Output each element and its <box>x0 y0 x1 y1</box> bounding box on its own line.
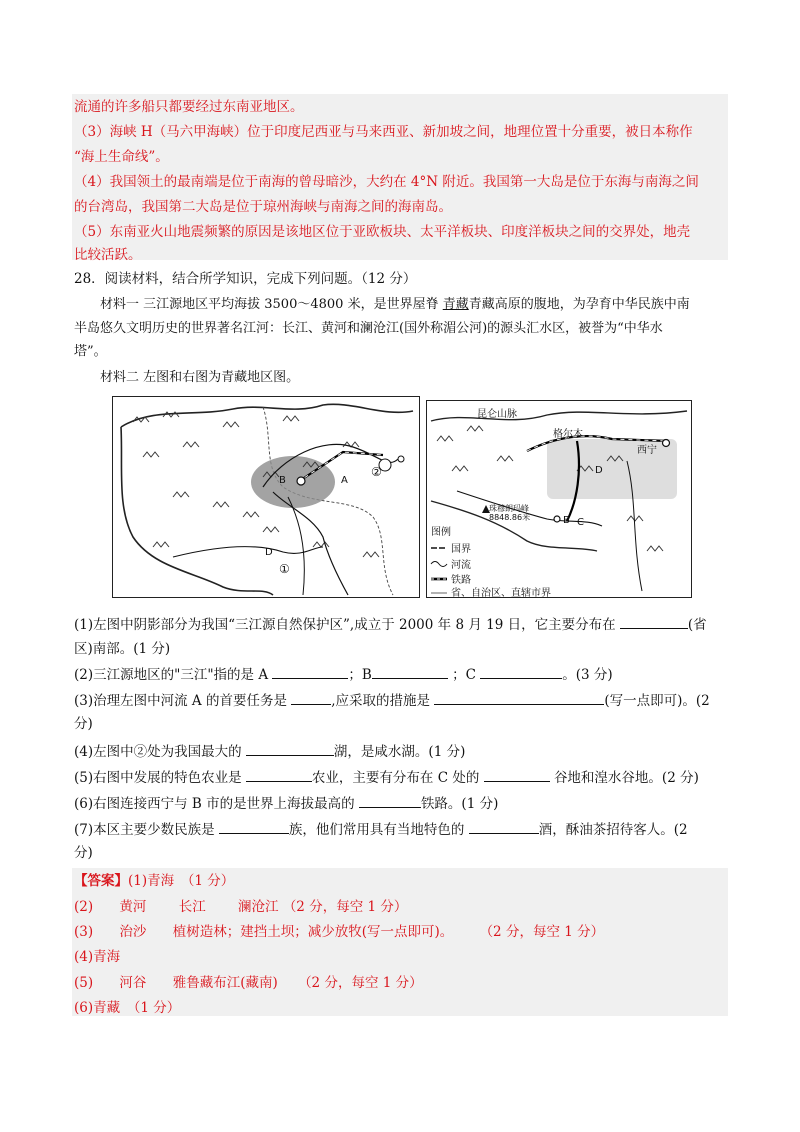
q2-text-c: ；C <box>452 667 476 683</box>
river-d <box>173 547 323 557</box>
q1-blank[interactable] <box>620 614 688 629</box>
label-peak-height: 8848.86米 <box>489 513 531 522</box>
q1-text-end: (省 <box>687 617 707 633</box>
q6-text-a: (6)右图连接西宁与 B 市的是世界上海拔最高的 <box>74 796 355 812</box>
label-d: D <box>265 547 273 558</box>
answer-label: 【答案】 <box>74 873 128 889</box>
sub-question-5 <box>74 767 699 787</box>
label-circle-1: ① <box>279 562 290 576</box>
q6-blank[interactable] <box>359 793 421 808</box>
q3-blank-a[interactable] <box>291 690 331 705</box>
q7-text-a: (7)本区主要少数民族是 <box>74 822 215 838</box>
q2-text-b: ；B <box>348 667 372 683</box>
river-c <box>288 497 304 595</box>
q4-text-b: 湖，是咸水湖。(1 分) <box>333 744 466 760</box>
right-map <box>426 400 692 598</box>
q2-text-d: 。(3 分) <box>562 667 613 683</box>
sub-question-1 <box>74 614 707 634</box>
q2-text-a: (2)三江源地区的"三江"指的是 A <box>74 667 269 683</box>
answer-line: （3）海峡 H（马六甲海峡）位于印度尼西亚与马来西亚、新加坡之间，地理位置十分重要，被日本称作 <box>74 124 693 140</box>
national-border <box>431 411 687 421</box>
sub-question-3-line2: 分) <box>74 716 93 732</box>
sub-question-2 <box>74 664 613 684</box>
answer-key-block <box>72 868 728 1016</box>
q3-text-a: (3)治理左图中河流 A 的首要任务是 <box>74 693 287 709</box>
q5-text-a: (5)右图中发展的特色农业是 <box>74 770 242 786</box>
left-map <box>112 396 420 598</box>
q7-blank-b[interactable] <box>469 819 539 834</box>
answer-key-6: (6)青藏 （1 分） <box>74 1000 181 1016</box>
material-one-line3: 塔”。 <box>74 344 107 359</box>
answer-line: 的台湾岛，我国第二大岛是位于琼州海峡与南海之间的海南岛。 <box>74 199 452 215</box>
answer-3-score: （2 分，每空 1 分） <box>479 924 605 940</box>
q5-text-b: 农业，主要有分布在 C 处的 <box>311 770 480 786</box>
legend-province: 省、自治区、直辖市界 <box>451 588 551 597</box>
q5-blank-b[interactable] <box>484 767 550 782</box>
answer-line: 比较活跃。 <box>74 247 142 263</box>
answer-2-num: (2) <box>74 899 94 915</box>
q2-blank-c[interactable] <box>480 664 562 679</box>
answer-5-score: （2 分，每空 1 分） <box>298 975 423 991</box>
legend-rail: 铁路 <box>451 575 471 586</box>
answer-key-1 <box>74 872 234 890</box>
label-circle-2: ② <box>371 465 382 479</box>
q2-blank-b[interactable] <box>372 664 448 679</box>
material-one-text-cont: 青藏高原的腹地，为孕育中华民族中南 <box>468 297 690 312</box>
answer-2-1: 黄河 <box>119 899 147 915</box>
shaded-region <box>547 439 677 499</box>
answer-1: (1)青海 （1 分） <box>128 873 235 889</box>
label-d: D <box>595 465 603 476</box>
sub-question-6 <box>74 793 498 813</box>
label-c: C <box>577 517 584 528</box>
xining-marker <box>663 440 670 447</box>
answer-key-4: (4)青海 <box>74 949 121 965</box>
label-kunlun: 昆仑山脉 <box>477 409 517 420</box>
q3-text-c: (写一点即可)。(2 <box>604 693 710 709</box>
answer-key-5 <box>74 974 423 992</box>
material-two: 材料二 左图和右图为青藏地区图。 <box>100 370 300 385</box>
sanjiangyuan-zone <box>251 456 335 508</box>
label-b: B <box>563 515 570 526</box>
answer-key-2 <box>74 898 407 916</box>
sub-question-7 <box>74 819 688 839</box>
river-b <box>273 492 348 595</box>
answer-2-score: （2 分，每空 1 分） <box>282 899 408 915</box>
answer-3-num: (3) <box>74 924 94 940</box>
q2-blank-a[interactable] <box>272 664 348 679</box>
legend-river: 河流 <box>451 560 471 571</box>
label-peak: 珠穆朗玛峰 <box>489 504 529 513</box>
legend-title: 图例 <box>431 527 451 538</box>
q5-text-c: 谷地和湟水谷地。(2 分) <box>553 770 699 786</box>
material-one-underlined: 青藏 <box>442 297 469 312</box>
answer-3-2: 植树造林；建挡土坝；减少放牧(写一点即可)。 <box>172 924 454 940</box>
q7-text-c: 酒，酥油茶招待客人。(2 <box>538 822 688 838</box>
sub-question-4 <box>74 741 465 761</box>
answer-2-3: 澜沧江 <box>238 899 279 915</box>
q3-text-b: ,应采取的措施是 <box>331 693 431 709</box>
answer-line: 流通的许多船只都要经过东南亚地区。 <box>74 99 304 115</box>
label-b: B <box>279 475 286 486</box>
answer-2-2: 长江 <box>178 899 206 915</box>
answer-line: “海上生命线”。 <box>74 149 169 165</box>
right-map-svg <box>427 401 691 597</box>
answer-3-1: 治沙 <box>119 924 147 940</box>
answer-line: （4）我国领土的最南端是位于南海的曾母暗沙，大约在 4°N 附近。我国第一大岛是位于东海与南海之间 <box>74 174 699 190</box>
q4-text-a: (4)左图中②处为我国最大的 <box>74 744 242 760</box>
q7-blank-a[interactable] <box>219 819 289 834</box>
label-golmud: 格尔木 <box>553 429 583 440</box>
legend-border: 国界 <box>451 544 471 555</box>
q4-blank[interactable] <box>246 741 334 756</box>
sub-question-3 <box>74 690 710 710</box>
left-map-svg <box>113 397 419 597</box>
label-a: A <box>341 475 348 486</box>
q5-blank-a[interactable] <box>246 767 312 782</box>
material-one <box>100 296 690 314</box>
b-marker <box>554 516 560 522</box>
answer-5-1: 河谷 <box>119 975 147 991</box>
material-one-text: 材料一 三江源地区平均海拔 3500～4800 米，是世界屋脊 <box>100 297 439 312</box>
city-marker <box>297 477 305 485</box>
answer-5-2: 雅鲁藏布江(藏南) <box>172 975 278 991</box>
q7-text-b: 族，他们常用具有当地特色的 <box>288 822 465 838</box>
q1-text: (1)左图中阴影部分为我国“三江源自然保护区”,成立于 2000 年 8 月 19 日，它主要分布在 <box>74 617 616 633</box>
answer-5-num: (5) <box>74 975 94 991</box>
label-xining: 西宁 <box>637 445 657 456</box>
answer-key-3 <box>74 923 604 941</box>
q3-blank-b[interactable] <box>434 690 604 705</box>
q6-text-b: 铁路。(1 分) <box>420 796 499 812</box>
question-title: 28．阅读材料，结合所学知识，完成下列问题。（12 分） <box>74 271 417 287</box>
answer-line: （5）东南亚火山地震频繁的原因是该地区位于亚欧板块、太平洋板块、印度洋板块之间的交界处，地壳 <box>74 224 691 240</box>
sub-question-7-line2: 分) <box>74 845 93 861</box>
material-one-line2: 半岛悠久文明历史的世界著名江河：长江、黄河和澜沧江(国外称湄公河)的源头汇水区，被誉为“中华水 <box>74 321 663 336</box>
map-legend <box>431 525 551 597</box>
sub-question-1-line2: 区)南部。(1 分) <box>74 641 171 657</box>
